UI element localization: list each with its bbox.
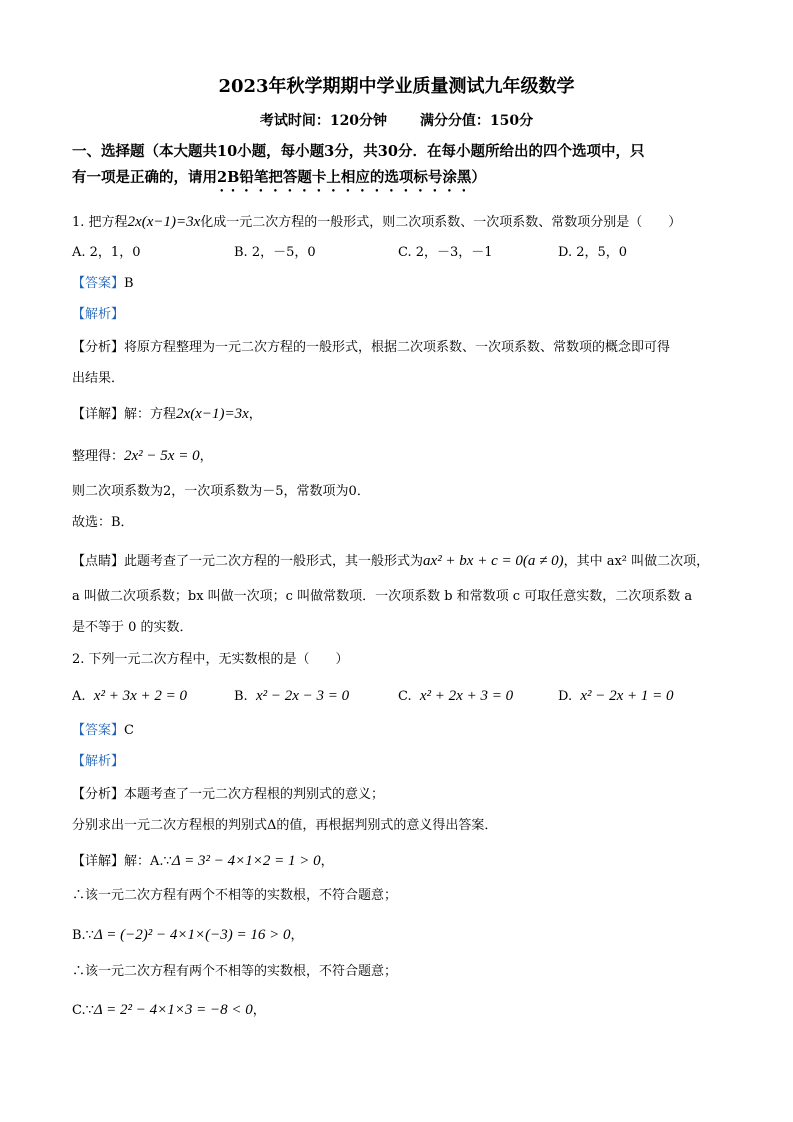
question-1-option-b: B. 2，－5，0 xyxy=(234,245,316,260)
question-2-result-b: ∴该一元二次方程有两个不相等的实数根，不符合题意； xyxy=(72,964,398,979)
question-1-arrange: 整理得：2x² − 5x = 0， xyxy=(72,448,213,464)
equation: 2x(x−1)=3x xyxy=(176,406,249,422)
exam-info xyxy=(0,110,793,130)
question-2-analysis-tag: 【解析】 xyxy=(72,754,125,769)
equation: Δ = 3² − 4×1×2 = 1 > 0 xyxy=(171,853,321,869)
question-2-detail-b: B.∵Δ = (−2)² − 4×1×(−3) = 16 > 0， xyxy=(72,927,304,943)
question-2-option-c: C. x² + 2x + 3 = 0 xyxy=(398,688,514,704)
dotted-emphasis: 2B铅笔把答题卡上相应的选项标号涂黑 xyxy=(217,169,472,186)
question-2-stem: 2. 下列一元二次方程中，无实数根的是（ ） xyxy=(72,652,349,667)
question-1-dianjing-line3: 是不等于 0 的实数． xyxy=(72,620,193,635)
question-1-conclusion: 则二次项系数为2，一次项系数为－5，常数项为0． xyxy=(72,484,370,499)
question-1-stem: 1. 把方程2x(x−1)=3x化成一元二次方程的一般形式，则二次项系数、一次项系数、常数项分别是（ ） xyxy=(72,214,682,230)
exam-time: 考试时间：120分钟 xyxy=(259,113,388,129)
page-title: 2023年秋学期期中学业质量测试九年级数学 xyxy=(218,76,575,97)
equation: 2x² − 5x = 0 xyxy=(124,448,200,464)
equation: Δ = (−2)² − 4×1×(−3) = 16 > 0 xyxy=(93,927,291,943)
full-score: 满分分值：150分 xyxy=(419,113,534,129)
question-1-analysis-tag: 【解析】 xyxy=(72,307,125,322)
question-2-option-a: A. x² + 3x + 2 = 0 xyxy=(72,688,187,704)
section-heading-line1: 一、选择题（本大题共10小题，每小题3分，共30分．在每小题所给出的四个选项中，只 xyxy=(72,143,645,160)
equation: Δ = 2² − 4×1×3 = −8 < 0 xyxy=(93,1002,253,1018)
question-1-option-a: A. 2，1，0 xyxy=(72,245,141,260)
question-2-detail-c: C.∵Δ = 2² − 4×1×3 = −8 < 0， xyxy=(72,1002,266,1018)
question-2-detail-a: 【详解】解：A.∵Δ = 3² − 4×1×2 = 1 > 0， xyxy=(72,853,334,869)
question-2-answer: 【答案】C xyxy=(72,723,134,738)
question-1-detail: 【详解】解：方程2x(x−1)=3x， xyxy=(72,406,262,422)
question-1-answer: 【答案】B xyxy=(72,276,134,291)
question-1-option-c: C. 2，－3，－1 xyxy=(398,245,493,260)
question-1-fenxi: 【分析】将原方程整理为一元二次方程的一般形式，根据二次项系数、一次项系数、常数项的概念即可得 xyxy=(72,340,671,355)
question-1-choose: 故选：B． xyxy=(72,515,134,530)
equation: 2x(x−1)=3x xyxy=(127,214,201,230)
section-heading-line2: 有一项是正确的，请用2B铅笔把答题卡上相应的选项标号涂黑） xyxy=(72,169,486,186)
question-1-dianjing: 【点睛】此题考查了一元二次方程的一般形式，其一般形式为ax² + bx + c = 0(a ≠ 0)，其中 ax² 叫做二次项， xyxy=(72,553,710,569)
equation: ax² + bx + c = 0(a ≠ 0) xyxy=(423,553,564,569)
question-1-fenxi-cont: 出结果． xyxy=(72,371,125,386)
question-2-result-a: ∴该一元二次方程有两个不相等的实数根，不符合题意； xyxy=(72,888,398,903)
question-2-option-d: D. x² − 2x + 1 = 0 xyxy=(558,688,674,704)
question-2-fenxi-cont: 分别求出一元二次方程根的判别式Δ的值，再根据判别式的意义得出答案． xyxy=(72,818,498,833)
question-1-option-d: D. 2，5，0 xyxy=(558,245,628,260)
question-1-dianjing-line2: a 叫做二次项系数；bx 叫做一次项；c 叫做常数项．一次项系数 b 和常数项 c 可取任意实数，二次项系数 a xyxy=(72,589,693,604)
question-2-fenxi: 【分析】本题考查了一元二次方程根的判别式的意义； xyxy=(72,787,385,802)
question-2-option-b: B. x² − 2x − 3 = 0 xyxy=(234,688,350,704)
